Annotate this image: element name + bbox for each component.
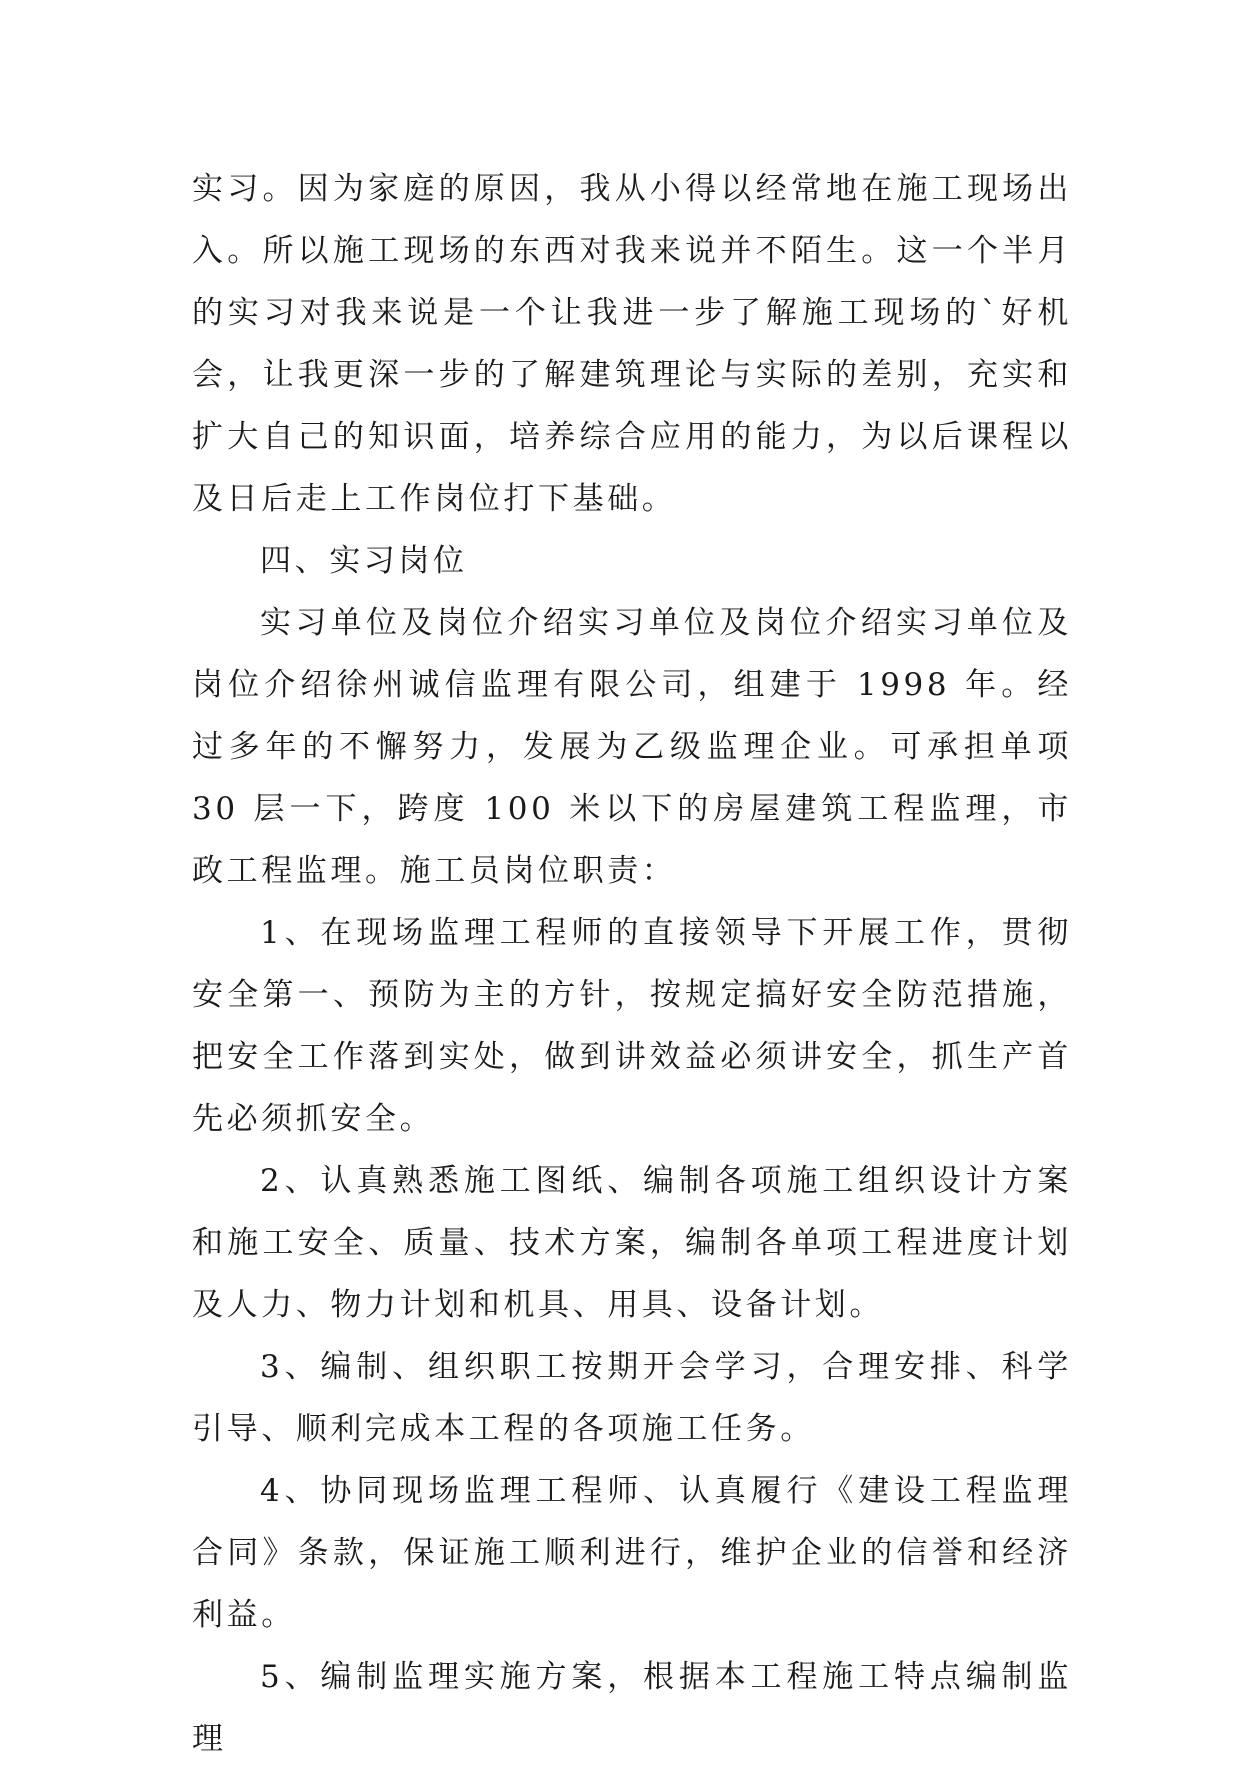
duty-item-1: 1、在现场监理工程师的直接领导下开展工作，贯彻安全第一、预防为主的方针，按规定搞好安全防范措施，把安全工作落到实处，做到讲效益必须讲安全，抓生产首先必须抓安全。 [192, 915, 1072, 1137]
document-body [192, 158, 1072, 1770]
paragraph-intro-continued: 实习。因为家庭的原因，我从小得以经常地在施工现场出入。所以施工现场的东西对我来说并不陌生。这一个半月的实习对我来说是一个让我进一步了解施工现场的`好机会，让我更深一步的了解建筑理论与实际的差别，充实和扩大自己的知识面，培养综合应用的能力，为以后课程以及日后走上工作岗位打下基础。 [192, 171, 1072, 517]
paragraph-company-introduction: 实习单位及岗位介绍实习单位及岗位介绍实习单位及岗位介绍徐州诚信监理有限公司，组建于 1998 年。经过多年的不懈努力，发展为乙级监理企业。可承担单项 30 层一下，跨度 100 米以下的房屋建筑工程监理，市政工程监理。施工员岗位职责： [192, 605, 1072, 889]
duty-item-5: 5、编制监理实施方案，根据本工程施工特点编制监理 [192, 1659, 1072, 1757]
duty-item-2: 2、认真熟悉施工图纸、编制各项施工组织设计方案和施工安全、质量、技术方案，编制各单项工程进度计划及人力、物力计划和机具、用具、设备计划。 [192, 1163, 1072, 1323]
duty-item-3: 3、编制、组织职工按期开会学习，合理安排、科学引导、顺利完成本工程的各项施工任务。 [192, 1349, 1072, 1447]
duty-item-4: 4、协同现场监理工程师、认真履行《建设工程监理合同》条款，保证施工顺利进行，维护企业的信誉和经济利益。 [192, 1473, 1072, 1633]
section-heading-internship-position: 四、实习岗位 [260, 543, 468, 579]
